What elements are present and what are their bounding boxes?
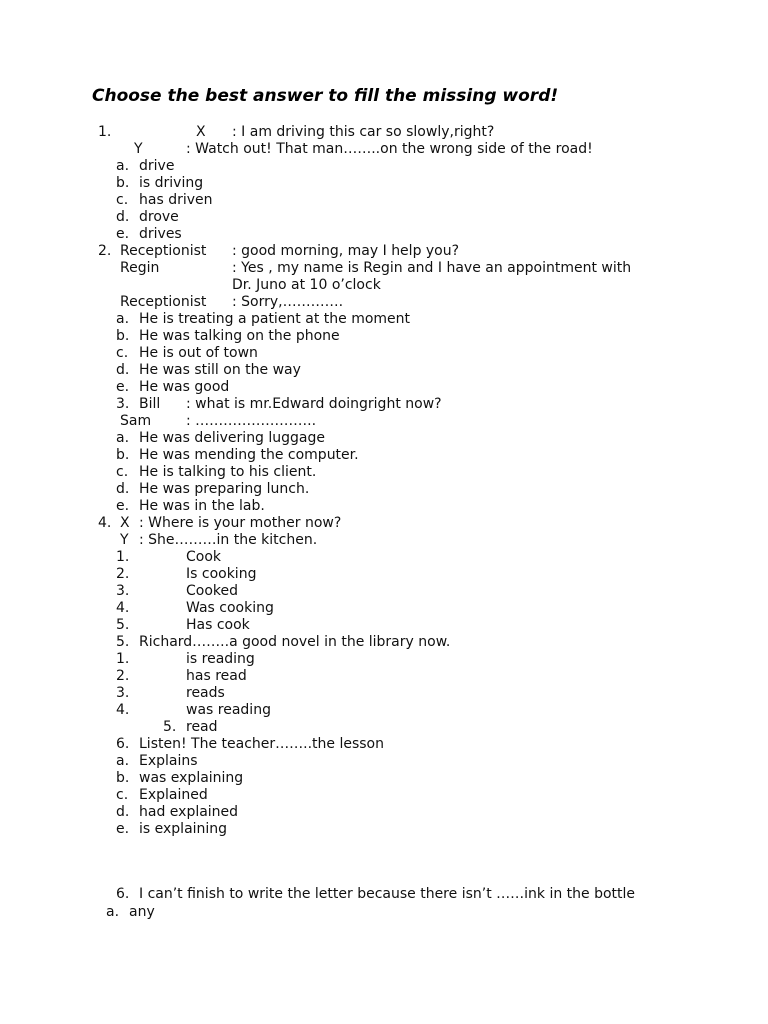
speaker-label: Y xyxy=(134,141,143,157)
option-text: Cooked xyxy=(186,583,239,599)
dialogue-line: : She………in the kitchen. xyxy=(139,532,318,548)
option-number: 5. xyxy=(163,719,177,735)
option-text: reads xyxy=(186,685,225,701)
option-number: 3. xyxy=(116,685,130,701)
speaker-label: Bill xyxy=(139,396,161,412)
option-text: Is cooking xyxy=(186,566,257,582)
option-letter: a. xyxy=(116,430,130,446)
option-text: Explained xyxy=(139,787,208,803)
question-number: 6. xyxy=(116,736,130,752)
option-letter: c. xyxy=(116,192,129,208)
option-letter: a. xyxy=(116,158,130,174)
dialogue-line-continued: Dr. Juno at 10 o’clock xyxy=(232,277,381,293)
question-number: 6. xyxy=(116,886,130,902)
question-number: 3. xyxy=(116,396,130,412)
dialogue-line: : Sorry,…………. xyxy=(232,294,344,310)
option-text: He was delivering luggage xyxy=(139,430,326,446)
option-text: Explains xyxy=(139,753,198,769)
option-text: has read xyxy=(186,668,247,684)
option-letter: d. xyxy=(116,362,130,378)
dialogue-line: : what is mr.Edward doingright now? xyxy=(186,396,442,412)
option-letter: e. xyxy=(116,821,130,837)
option-letter: e. xyxy=(116,379,130,395)
option-letter: d. xyxy=(116,209,130,225)
option-text: drove xyxy=(139,209,179,225)
speaker-label: Y xyxy=(120,532,129,548)
option-text: Was cooking xyxy=(186,600,274,616)
option-text: read xyxy=(186,719,218,735)
option-letter: c. xyxy=(116,345,129,361)
option-letter: d. xyxy=(116,481,130,497)
option-text: was reading xyxy=(186,702,271,718)
option-text: has driven xyxy=(139,192,213,208)
option-letter: c. xyxy=(116,464,129,480)
option-text: is driving xyxy=(139,175,204,191)
option-number: 2. xyxy=(116,668,130,684)
option-letter: b. xyxy=(116,328,130,344)
option-number: 1. xyxy=(116,651,130,667)
option-number: 5. xyxy=(116,617,130,633)
option-text: Has cook xyxy=(186,617,250,633)
speaker-label: Regin xyxy=(120,260,160,276)
option-letter: d. xyxy=(116,804,130,820)
option-text: He was preparing lunch. xyxy=(139,481,310,497)
option-text: He was still on the way xyxy=(139,362,301,378)
dialogue-line: : Yes , my name is Regin and I have an appointment with xyxy=(232,260,632,276)
question-stem: I can’t finish to write the letter because there isn’t ……ink in the bottle xyxy=(139,886,636,902)
dialogue-line: : Watch out! That man……..on the wrong side of the road! xyxy=(186,141,593,157)
dialogue-line: : …………………….. xyxy=(186,413,317,429)
option-number: 1. xyxy=(116,549,130,565)
speaker-label: X xyxy=(120,515,130,531)
option-text: He is talking to his client. xyxy=(139,464,317,480)
option-letter: a. xyxy=(116,753,130,769)
option-text: drive xyxy=(139,158,175,174)
option-letter: b. xyxy=(116,770,130,786)
option-text: He is out of town xyxy=(139,345,258,361)
page-title: Choose the best answer to fill the missing word! xyxy=(92,86,559,106)
option-number: 4. xyxy=(116,600,130,616)
option-text: is explaining xyxy=(139,821,228,837)
option-letter: b. xyxy=(116,447,130,463)
option-text: drives xyxy=(139,226,182,242)
option-text: Cook xyxy=(186,549,222,565)
option-text: He was in the lab. xyxy=(139,498,265,514)
option-letter: c. xyxy=(116,787,129,803)
option-text: He was mending the computer. xyxy=(139,447,359,463)
option-number: 3. xyxy=(116,583,130,599)
option-letter: e. xyxy=(116,498,130,514)
option-text: He is treating a patient at the moment xyxy=(139,311,411,327)
question-stem: Listen! The teacher……..the lesson xyxy=(139,736,384,752)
dialogue-line: : Where is your mother now? xyxy=(139,515,342,531)
question-number: 1. xyxy=(98,124,112,140)
speaker-label: Sam xyxy=(120,413,152,429)
speaker-label: Receptionist xyxy=(120,243,207,259)
option-text: any xyxy=(129,904,155,920)
option-number: 2. xyxy=(116,566,130,582)
dialogue-line: : good morning, may I help you? xyxy=(232,243,460,259)
question-stem: Richard……..a good novel in the library now. xyxy=(139,634,451,650)
speaker-label: X xyxy=(196,124,206,140)
question-number: 2. xyxy=(98,243,112,259)
option-letter: a. xyxy=(116,311,130,327)
option-text: had explained xyxy=(139,804,239,820)
question-number: 5. xyxy=(116,634,130,650)
option-letter: a. xyxy=(106,904,120,920)
option-text: He was good xyxy=(139,379,230,395)
option-text: is reading xyxy=(186,651,255,667)
option-text: He was talking on the phone xyxy=(139,328,340,344)
option-text: was explaining xyxy=(139,770,244,786)
question-number: 4. xyxy=(98,515,112,531)
dialogue-line: : I am driving this car so slowly,right? xyxy=(232,124,495,140)
option-letter: e. xyxy=(116,226,130,242)
option-letter: b. xyxy=(116,175,130,191)
option-number: 4. xyxy=(116,702,130,718)
speaker-label: Receptionist xyxy=(120,294,207,310)
